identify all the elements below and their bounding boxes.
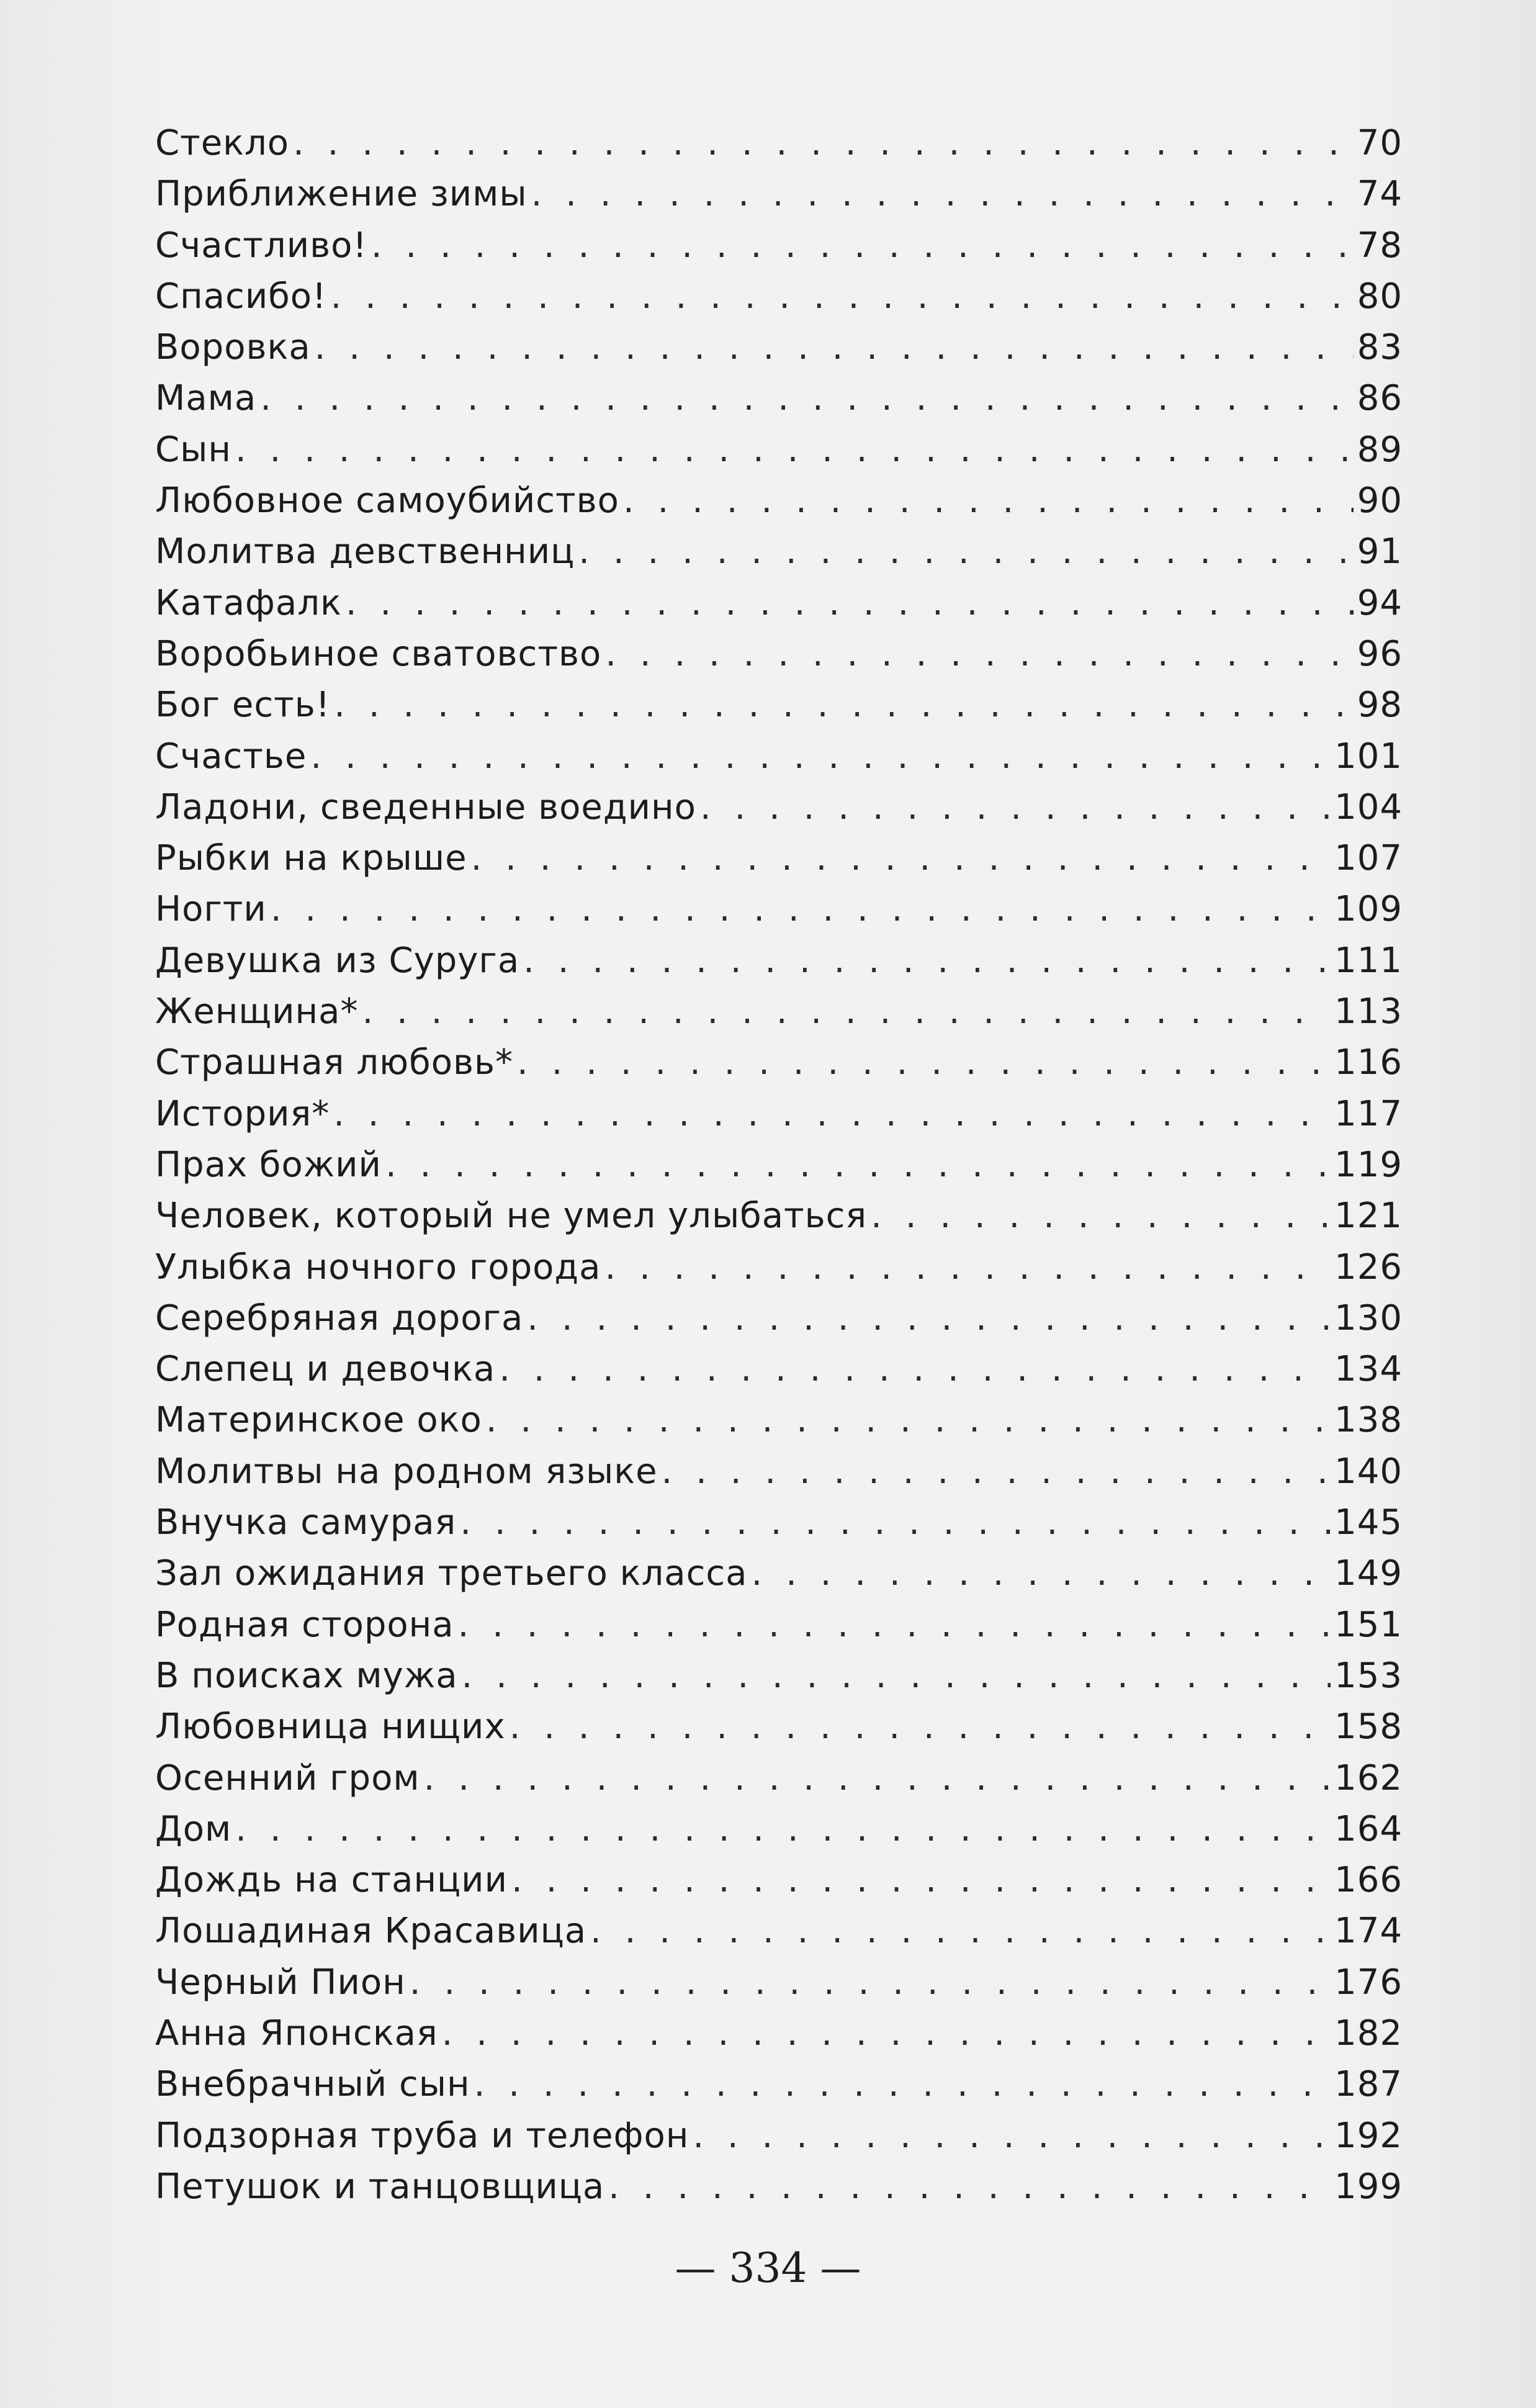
toc-entry-title: Зал ожидания третьего класса <box>155 1553 748 1594</box>
toc-entry-title: Дождь на станции <box>155 1860 508 1901</box>
dot-leader <box>604 1242 1331 1293</box>
dot-leader <box>346 578 1354 629</box>
toc-entry <box>155 1906 1403 1957</box>
dot-leader <box>333 1089 1331 1140</box>
dot-leader <box>871 1191 1331 1242</box>
toc-entry-title: Девушка из Суруга <box>155 940 520 981</box>
toc-entry-page: 187 <box>1334 2064 1403 2105</box>
dot-leader <box>310 731 1331 782</box>
toc-entry-page: 98 <box>1357 685 1403 726</box>
toc-entry-page: 111 <box>1334 940 1403 981</box>
dot-leader <box>235 425 1354 476</box>
toc-entry <box>155 118 1403 169</box>
dot-leader <box>662 1446 1331 1497</box>
toc-entry <box>155 986 1403 1037</box>
toc-entry <box>155 1089 1403 1140</box>
toc-entry <box>155 1344 1403 1395</box>
toc-entry-page: 134 <box>1334 1349 1403 1390</box>
dot-leader <box>511 1855 1331 1906</box>
toc-entry <box>155 425 1403 476</box>
toc-entry-title: Дом <box>155 1808 232 1849</box>
dot-leader <box>260 373 1354 424</box>
toc-entry-page: 126 <box>1334 1247 1403 1287</box>
toc-entry <box>155 476 1403 526</box>
dot-leader <box>424 1753 1331 1804</box>
toc-entry-title: Серебряная дорога <box>155 1297 524 1338</box>
toc-entry <box>155 373 1403 424</box>
dot-leader <box>578 526 1353 577</box>
toc-entry <box>155 526 1403 577</box>
dot-leader <box>608 2162 1331 2212</box>
toc-entry-title: Женщина* <box>155 991 359 1032</box>
dot-leader <box>590 1906 1331 1957</box>
toc-entry-page: 91 <box>1357 531 1403 572</box>
dot-leader <box>460 1497 1331 1548</box>
toc-entry-page: 101 <box>1334 736 1403 777</box>
toc-entry <box>155 2111 1403 2162</box>
dot-leader <box>486 1395 1331 1446</box>
toc-entry <box>155 1600 1403 1651</box>
toc-entry-page: 113 <box>1334 991 1403 1032</box>
toc-entry-title: Приближение зимы <box>155 174 528 215</box>
toc-entry-title: Сын <box>155 429 231 470</box>
dot-leader <box>523 936 1331 986</box>
toc-entry <box>155 1548 1403 1599</box>
toc-entry <box>155 1395 1403 1446</box>
toc-entry-page: 109 <box>1334 889 1403 930</box>
dot-leader <box>471 833 1331 884</box>
toc-entry-title: Стекло <box>155 123 290 163</box>
toc-entry-page: 138 <box>1334 1400 1403 1441</box>
toc-entry-title: Черный Пион <box>155 1962 406 2003</box>
toc-entry <box>155 1037 1403 1088</box>
toc-entry-title: Родная сторона <box>155 1604 454 1645</box>
toc-entry-title: Катафалк <box>155 582 342 623</box>
dot-leader <box>442 2008 1331 2059</box>
toc-entry-page: 182 <box>1334 2013 1403 2054</box>
toc-entry-title: Воробьиное сватовство <box>155 633 602 674</box>
toc-entry-title: Внучка самурая <box>155 1502 457 1543</box>
toc-entry-title: Спасибо! <box>155 276 327 317</box>
toc-entry <box>155 1804 1403 1855</box>
toc-entry-page: 107 <box>1334 838 1403 879</box>
toc-entry-title: Счастливо! <box>155 225 367 266</box>
toc-entry-page: 121 <box>1334 1196 1403 1237</box>
toc-entry <box>155 629 1403 680</box>
toc-entry-title: Петушок и танцовщица <box>155 2166 605 2207</box>
toc-entry-page: 90 <box>1357 480 1403 521</box>
toc-entry-page: 176 <box>1334 1962 1403 2003</box>
toc-entry-title: Осенний гром <box>155 1757 420 1798</box>
toc-entry-page: 158 <box>1334 1707 1403 1747</box>
dot-leader <box>330 271 1353 322</box>
toc-entry-title: В поисках мужа <box>155 1655 458 1696</box>
toc-entry <box>155 169 1403 220</box>
toc-entry <box>155 1446 1403 1497</box>
toc-entry-title: Любовница нищих <box>155 1707 506 1747</box>
toc-entry-title: Материнское око <box>155 1400 482 1441</box>
dot-leader <box>517 1037 1331 1088</box>
toc-entry-title: Ладони, сведенные воедино <box>155 787 696 827</box>
toc-entry-page: 149 <box>1334 1553 1403 1594</box>
toc-entry-page: 70 <box>1357 123 1403 163</box>
toc-entry <box>155 731 1403 782</box>
toc-entry-page: 104 <box>1334 787 1403 827</box>
toc-entry-title: Лошадиная Красавица <box>155 1911 587 1952</box>
toc-entry-title: Внебрачный сын <box>155 2064 470 2105</box>
table-of-contents <box>155 118 1403 2212</box>
toc-entry-title: Ногти <box>155 889 267 930</box>
dot-leader <box>531 169 1354 220</box>
toc-entry <box>155 2008 1403 2059</box>
toc-entry-page: 80 <box>1357 276 1403 317</box>
toc-entry-title: Улыбка ночного города <box>155 1247 601 1287</box>
toc-entry <box>155 833 1403 884</box>
toc-entry-title: Счастье <box>155 736 307 777</box>
toc-entry-title: Молитва девственниц <box>155 531 575 572</box>
toc-entry-title: История* <box>155 1093 330 1134</box>
toc-entry <box>155 271 1403 322</box>
dot-leader <box>605 629 1354 680</box>
toc-entry-page: 145 <box>1334 1502 1403 1543</box>
dot-leader <box>700 782 1331 833</box>
toc-entry-page: 174 <box>1334 1911 1403 1952</box>
dot-leader <box>293 118 1354 169</box>
toc-entry <box>155 1957 1403 2008</box>
toc-entry-title: Страшная любовь* <box>155 1042 513 1083</box>
toc-entry-page: 78 <box>1357 225 1403 266</box>
toc-entry-page: 153 <box>1334 1655 1403 1696</box>
toc-entry-page: 199 <box>1334 2166 1403 2207</box>
toc-entry <box>155 1191 1403 1242</box>
toc-entry-page: 140 <box>1334 1451 1403 1492</box>
toc-entry-page: 119 <box>1334 1144 1403 1185</box>
toc-entry <box>155 322 1403 373</box>
toc-entry-page: 74 <box>1357 174 1403 215</box>
dot-leader <box>499 1344 1331 1395</box>
toc-entry-page: 164 <box>1334 1808 1403 1849</box>
dot-leader <box>371 220 1354 271</box>
toc-entry-page: 94 <box>1357 582 1403 623</box>
toc-entry <box>155 1651 1403 1702</box>
toc-entry-title: Молитвы на родном языке <box>155 1451 658 1492</box>
toc-entry-page: 166 <box>1334 1860 1403 1901</box>
dot-leader <box>458 1600 1331 1651</box>
toc-entry-title: Анна Японская <box>155 2013 438 2054</box>
toc-entry-page: 130 <box>1334 1297 1403 1338</box>
toc-entry <box>155 884 1403 935</box>
toc-entry-title: Мама <box>155 378 257 419</box>
toc-entry-title: Рыбки на крыше <box>155 838 467 879</box>
toc-entry-page: 151 <box>1334 1604 1403 1645</box>
toc-entry <box>155 782 1403 833</box>
toc-entry-title: Подзорная труба и телефон <box>155 2115 689 2156</box>
dot-leader <box>385 1140 1331 1191</box>
dot-leader <box>527 1293 1331 1344</box>
dot-leader <box>271 884 1331 935</box>
toc-entry <box>155 1497 1403 1548</box>
dot-leader <box>474 2059 1331 2110</box>
dot-leader <box>462 1651 1331 1702</box>
toc-entry <box>155 220 1403 271</box>
dot-leader <box>362 986 1331 1037</box>
dot-leader <box>235 1804 1331 1855</box>
toc-entry-page: 162 <box>1334 1757 1403 1798</box>
toc-entry <box>155 1293 1403 1344</box>
toc-entry-page: 86 <box>1357 378 1403 419</box>
toc-entry-title: Бог есть! <box>155 685 331 726</box>
toc-entry <box>155 936 1403 986</box>
toc-entry <box>155 680 1403 731</box>
toc-entry <box>155 1702 1403 1752</box>
dot-leader <box>410 1957 1331 2008</box>
toc-entry <box>155 1753 1403 1804</box>
dot-leader <box>510 1702 1331 1752</box>
page-number: — 334 — <box>675 2244 861 2292</box>
toc-entry-title: Слепец и девочка <box>155 1349 496 1390</box>
dot-leader <box>623 476 1354 526</box>
toc-entry-page: 116 <box>1334 1042 1403 1083</box>
dot-leader <box>315 322 1354 373</box>
toc-entry-title: Человек, который не умел улыбаться <box>155 1196 868 1237</box>
toc-entry-page: 83 <box>1357 327 1403 368</box>
toc-entry-page: 96 <box>1357 633 1403 674</box>
toc-entry-title: Прах божий <box>155 1144 382 1185</box>
toc-entry-page: 89 <box>1357 429 1403 470</box>
toc-entry <box>155 2162 1403 2212</box>
toc-entry-page: 192 <box>1334 2115 1403 2156</box>
dot-leader <box>693 2111 1331 2162</box>
dot-leader <box>751 1548 1331 1599</box>
toc-entry <box>155 1140 1403 1191</box>
toc-entry <box>155 578 1403 629</box>
toc-entry <box>155 1855 1403 1906</box>
dot-leader <box>334 680 1354 731</box>
toc-entry <box>155 2059 1403 2110</box>
toc-entry-title: Любовное самоубийство <box>155 480 619 521</box>
toc-entry <box>155 1242 1403 1293</box>
toc-entry-title: Воровка <box>155 327 311 368</box>
toc-entry-page: 117 <box>1334 1093 1403 1134</box>
